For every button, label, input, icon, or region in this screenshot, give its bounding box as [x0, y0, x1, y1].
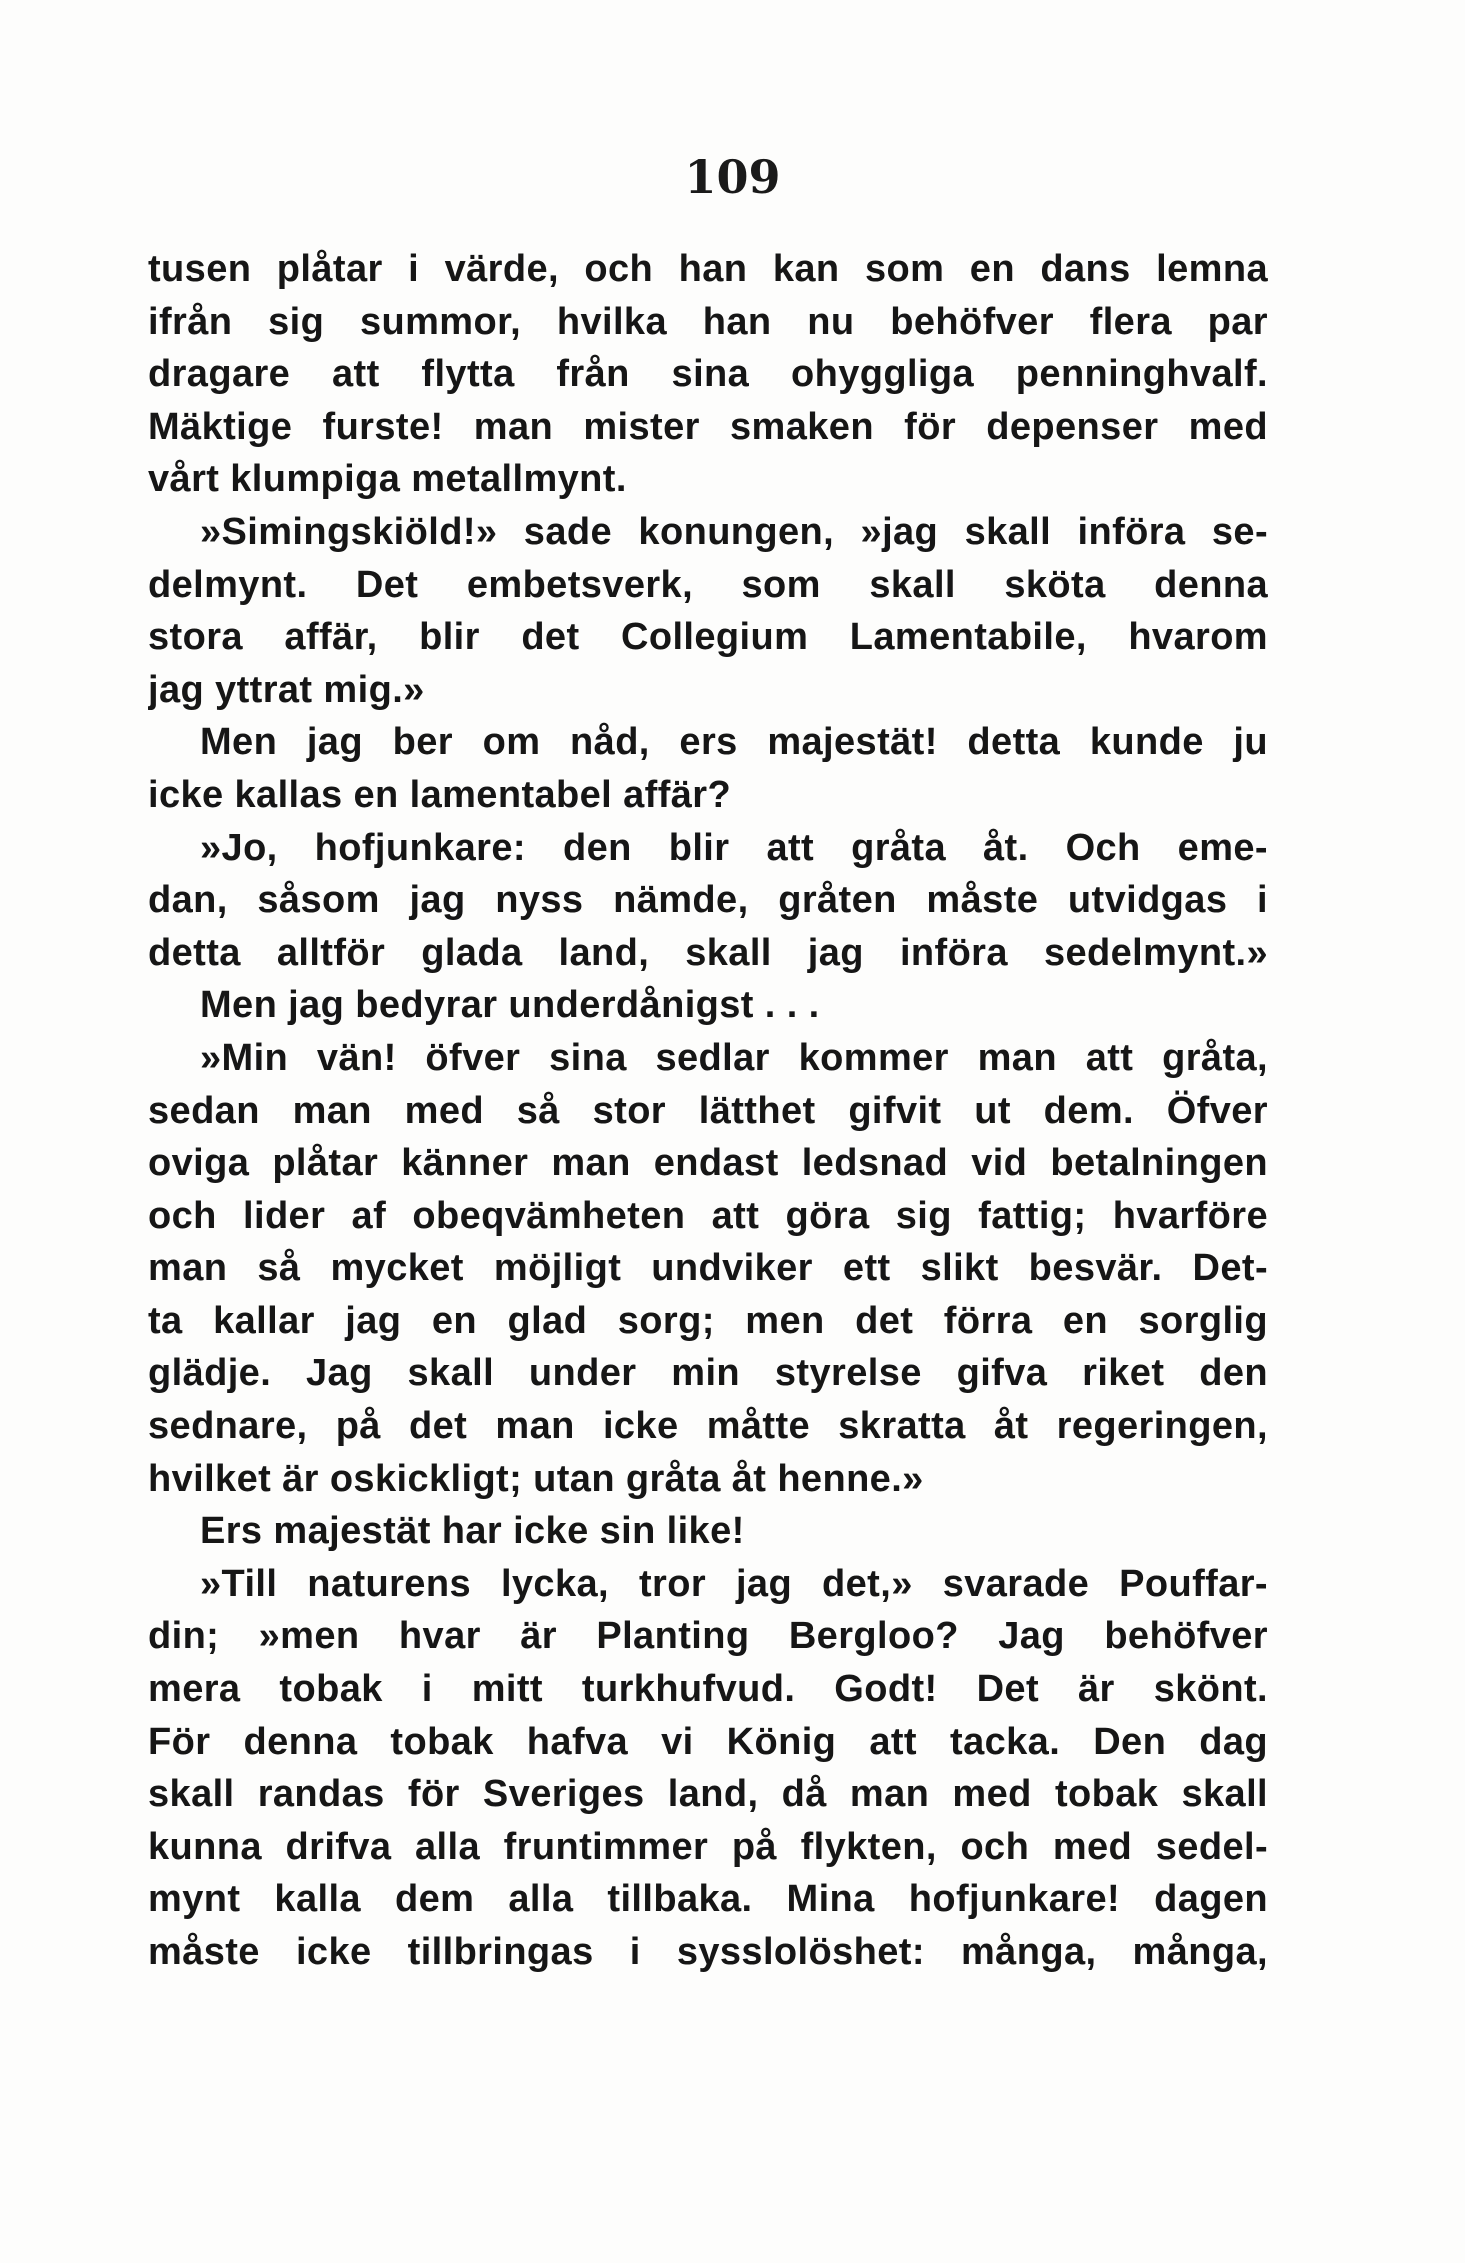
text-line: glädje. Jag skall under min styrelse gifva riket den: [148, 1352, 1268, 1395]
text-line: För denna tobak hafva vi König att tacka. Den dag: [148, 1720, 1268, 1763]
text-line: ta kallar jag en glad sorg; men det förra en sorglig: [148, 1299, 1268, 1342]
text-line: »Simingskiöld!» sade konungen, »jag skall införa se-: [200, 510, 1268, 553]
text-line: din; »men hvar är Planting Bergloo? Jag behöfver: [148, 1615, 1268, 1658]
text-line: hvilket är oskickligt; utan gråta åt henne.»: [148, 1457, 924, 1500]
text-line: och lider af obeqvämheten att göra sig fattig; hvarföre: [148, 1194, 1268, 1237]
text-line: sedan man med så stor lätthet gifvit ut dem. Öfver: [148, 1089, 1268, 1132]
text-line: jag yttrat mig.»: [148, 668, 425, 711]
text-line: »Min vän! öfver sina sedlar kommer man att gråta,: [200, 1036, 1268, 1079]
text-line: mera tobak i mitt turkhufvud. Godt! Det är skönt.: [148, 1668, 1268, 1711]
text-line: vårt klumpiga metallmynt.: [148, 458, 627, 501]
text-line: stora affär, blir det Collegium Lamentabile, hvarom: [148, 616, 1268, 659]
text-line: dan, såsom jag nyss nämde, gråten måste utvidgas i: [148, 879, 1268, 922]
text-line: Ers majestät har icke sin like!: [200, 1510, 745, 1553]
text-line: mynt kalla dem alla tillbaka. Mina hofjunkare! dagen: [148, 1878, 1268, 1921]
text-line: tusen plåtar i värde, och han kan som en dans lemna: [148, 248, 1268, 290]
body-text: [148, 243, 1268, 1979]
text-line: ifrån sig summor, hvilka han nu behöfver flera par: [148, 300, 1268, 343]
text-line: Men jag ber om nåd, ers majestät! detta kunde ju: [200, 721, 1268, 764]
text-line: skall randas för Sveriges land, då man med tobak skall: [148, 1773, 1268, 1816]
text-line: »Till naturens lycka, tror jag det,» svarade Pouffar-: [200, 1562, 1268, 1605]
text-line: Mäktige furste! man mister smaken för depenser med: [148, 405, 1268, 448]
text-line: delmynt. Det embetsverk, som skall sköta denna: [148, 563, 1268, 606]
text-line: sednare, på det man icke måtte skratta åt regeringen,: [148, 1405, 1268, 1448]
text-line: detta alltför glada land, skall jag införa sedelmynt.»: [148, 931, 1268, 974]
text-line: kunna drifva alla fruntimmer på flykten, och med sedel-: [148, 1825, 1268, 1868]
text-line: »Jo, hofjunkare: den blir att gråta åt. Och eme-: [200, 826, 1268, 869]
text-line: måste icke tillbringas i sysslolöshet: många, många,: [148, 1931, 1268, 1973]
text-line: dragare att flytta från sina ohyggliga penninghvalf.: [148, 353, 1268, 396]
text-line: man så mycket möjligt undviker ett slikt besvär. Det-: [148, 1247, 1268, 1290]
text-line: icke kallas en lamentabel affär?: [148, 773, 732, 816]
text-line: Men jag bedyrar underdånigst . . .: [200, 984, 820, 1027]
page-number: 109: [684, 150, 781, 204]
text-line: oviga plåtar känner man endast ledsnad vid betalningen: [148, 1142, 1268, 1185]
